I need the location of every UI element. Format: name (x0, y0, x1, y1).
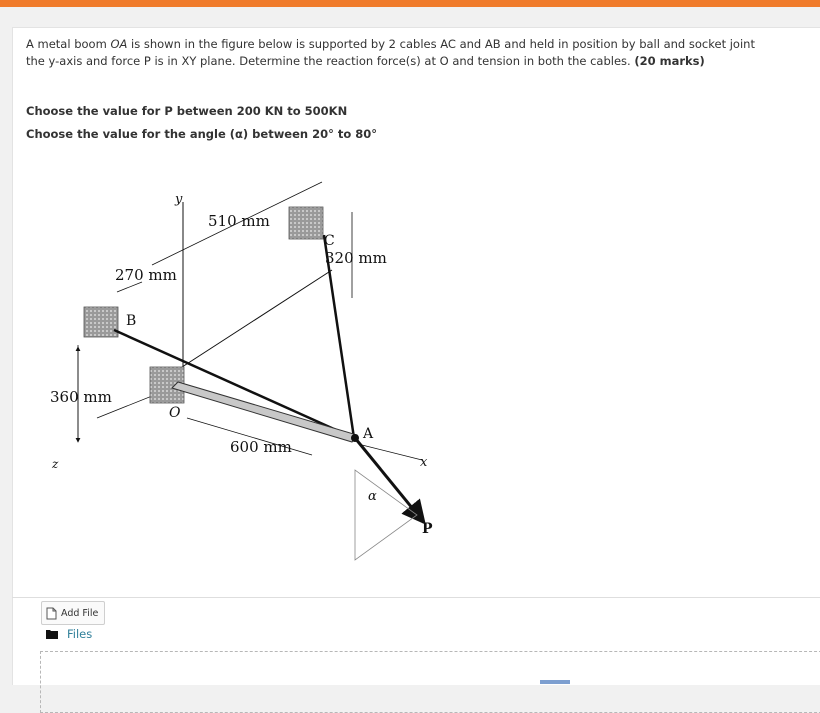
scroll-indicator (540, 680, 570, 684)
question-line-2: the y-axis and force P is in XY plane. Determine the reaction force(s) at O and tension in both the cables. (20 marks) (26, 54, 705, 68)
label-600: 600 mm (230, 438, 292, 456)
label-320: 320 mm (325, 249, 387, 267)
label-p: P (422, 521, 433, 537)
label-b: B (126, 313, 137, 329)
label-360: 360 mm (50, 388, 112, 406)
label-x: x (420, 455, 428, 470)
angle-triangle (355, 470, 417, 560)
choose-p-instruction: Choose the value for P between 200 KN to 500KN (26, 104, 348, 118)
files-toggle[interactable] (46, 627, 92, 641)
support-block-c (289, 207, 323, 239)
label-alpha: α (368, 489, 377, 504)
force-p-arrow (355, 438, 422, 520)
label-270: 270 mm (115, 266, 177, 284)
section-divider (12, 597, 820, 598)
files-label: Files (67, 627, 93, 641)
support-block-b (84, 307, 118, 337)
label-z: z (52, 457, 59, 471)
boom-diagram (22, 170, 462, 590)
label-y: y (175, 192, 183, 207)
label-510: 510 mm (208, 212, 270, 230)
file-icon (46, 607, 57, 620)
file-drop-zone[interactable] (40, 651, 820, 713)
folder-icon (46, 629, 58, 639)
label-a: A (363, 426, 374, 442)
top-accent-bar (0, 0, 820, 7)
boom-oa (172, 382, 357, 442)
marks-label: (20 marks) (634, 54, 705, 68)
add-file-label: Add File (61, 607, 99, 619)
label-o: O (169, 405, 181, 421)
choose-angle-instruction: Choose the value for the angle (α) between 20° to 80° (26, 127, 378, 141)
add-file-button[interactable] (41, 601, 105, 625)
label-c: C (324, 233, 335, 249)
question-text (26, 36, 816, 70)
question-line-1: A metal boom OA is shown in the figure below is supported by 2 cables AC and AB and held in position by ball and socket joint (26, 37, 755, 51)
